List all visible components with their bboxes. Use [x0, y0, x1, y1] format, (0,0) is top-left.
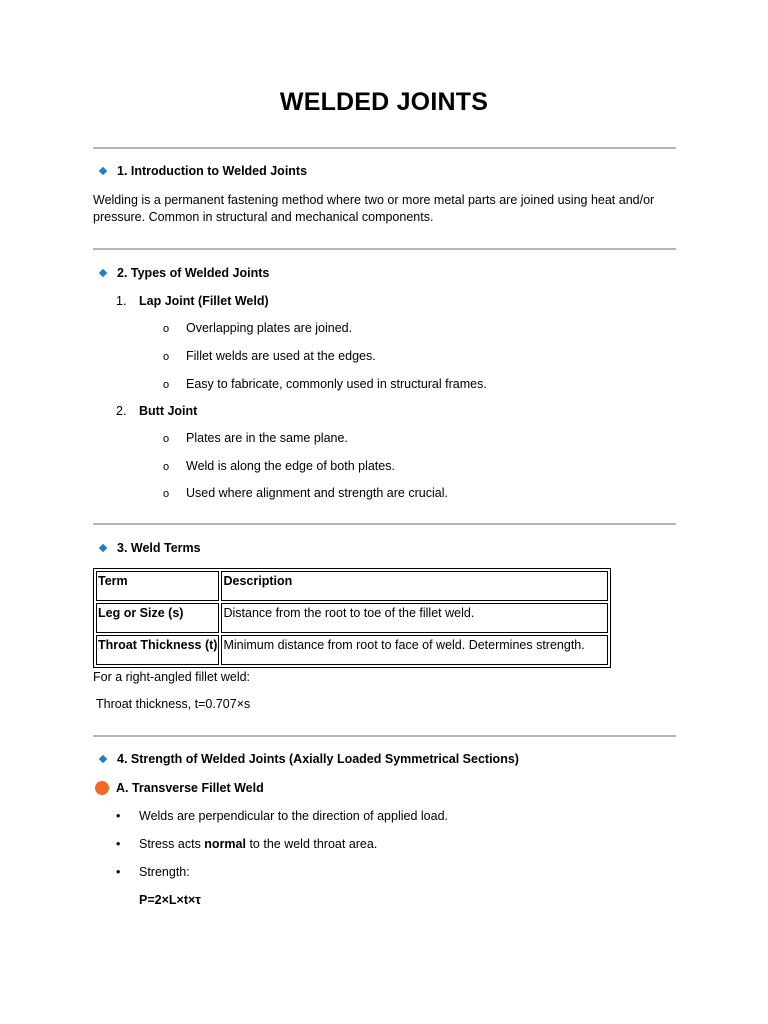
throat-thickness-formula: Throat thickness, t=0.707×s — [96, 697, 251, 711]
sub-list-item — [163, 459, 395, 473]
diamond-bullet-icon — [99, 269, 107, 277]
bullet-text: Welds are perpendicular to the direction of applied load. — [139, 809, 448, 823]
weld-terms-table — [93, 568, 611, 668]
sub-heading-text: A. Transverse Fillet Weld — [116, 781, 264, 795]
table-cell-term: Throat Thickness (t) — [96, 635, 219, 665]
diamond-bullet-icon — [99, 755, 107, 763]
circle-bullet-icon: o — [163, 433, 170, 445]
section-1-title: 1. Introduction to Welded Joints — [117, 164, 308, 178]
orange-circle-icon — [95, 781, 109, 795]
list-item-butt-joint — [116, 404, 197, 418]
section-4-title: 4. Strength of Welded Joints (Axially Loaded Symmetrical Sections) — [117, 752, 519, 766]
sub-list-text: Fillet welds are used at the edges. — [186, 349, 376, 363]
sub-list-item — [163, 431, 348, 445]
bullet-text: Strength: — [139, 865, 190, 879]
sub-list-item — [163, 321, 352, 335]
sub-heading-transverse — [95, 781, 264, 795]
bullet-bold-text: normal — [204, 837, 246, 851]
divider — [93, 735, 676, 737]
sub-list-text: Easy to fabricate, commonly used in structural frames. — [186, 377, 487, 391]
table-row — [96, 635, 608, 665]
diamond-bullet-icon — [99, 167, 107, 175]
table-row — [96, 603, 608, 633]
circle-bullet-icon: o — [163, 351, 170, 363]
diamond-bullet-icon — [99, 544, 107, 552]
section-4-heading — [99, 752, 519, 766]
section-1-heading — [99, 164, 307, 178]
table-cell-description: Minimum distance from root to face of weld. Determines strength. — [221, 635, 608, 665]
circle-bullet-icon: o — [163, 461, 170, 473]
sub-list-item — [163, 486, 448, 500]
section-2-heading — [99, 266, 269, 280]
bullet-item — [116, 809, 448, 823]
sub-list-text: Overlapping plates are joined. — [186, 321, 353, 335]
list-number: 2. — [116, 404, 127, 418]
table-cell-description: Distance from the root to toe of the fillet weld. — [221, 603, 608, 633]
divider — [93, 248, 676, 250]
section-3-title: 3. Weld Terms — [117, 541, 201, 555]
sub-list-text: Plates are in the same plane. — [186, 431, 348, 445]
list-number: 1. — [116, 294, 127, 308]
table-header-cell: Term — [96, 571, 219, 601]
circle-bullet-icon: o — [163, 488, 170, 500]
circle-bullet-icon: o — [163, 379, 170, 391]
sub-list-text: Used where alignment and strength are crucial. — [186, 486, 448, 500]
bullet-dot-icon: • — [116, 865, 121, 879]
section-2-title: 2. Types of Welded Joints — [117, 266, 270, 280]
section-3-heading — [99, 541, 201, 555]
table-header-row — [96, 571, 608, 601]
bullet-text: Stress acts — [139, 837, 205, 851]
bullet-text: to the weld throat area. — [245, 837, 378, 851]
section-1-text: Welding is a permanent fastening method where two or more metal parts are joined using heat and/or pressure. Common in structural and mechanical components. — [93, 193, 655, 224]
fillet-weld-note: For a right-angled fillet weld: — [93, 670, 251, 684]
sub-list-text: Weld is along the edge of both plates. — [186, 459, 395, 473]
sub-list-item — [163, 349, 376, 363]
divider — [93, 523, 676, 525]
bullet-item — [116, 865, 190, 879]
list-item-lap-joint — [116, 294, 269, 308]
bullet-dot-icon: • — [116, 809, 121, 823]
circle-bullet-icon: o — [163, 323, 170, 335]
document-title: WELDED JOINTS — [279, 88, 489, 116]
divider — [93, 147, 676, 149]
list-item-label: Lap Joint (Fillet Weld) — [139, 294, 269, 308]
list-item-label: Butt Joint — [139, 404, 198, 418]
table-header-cell: Description — [221, 571, 608, 601]
bullet-dot-icon: • — [116, 837, 121, 851]
table-cell-term: Leg or Size (s) — [96, 603, 219, 633]
bullet-item — [116, 837, 377, 851]
strength-formula: P=2×L×t×τ — [139, 893, 201, 907]
sub-list-item — [163, 377, 487, 391]
